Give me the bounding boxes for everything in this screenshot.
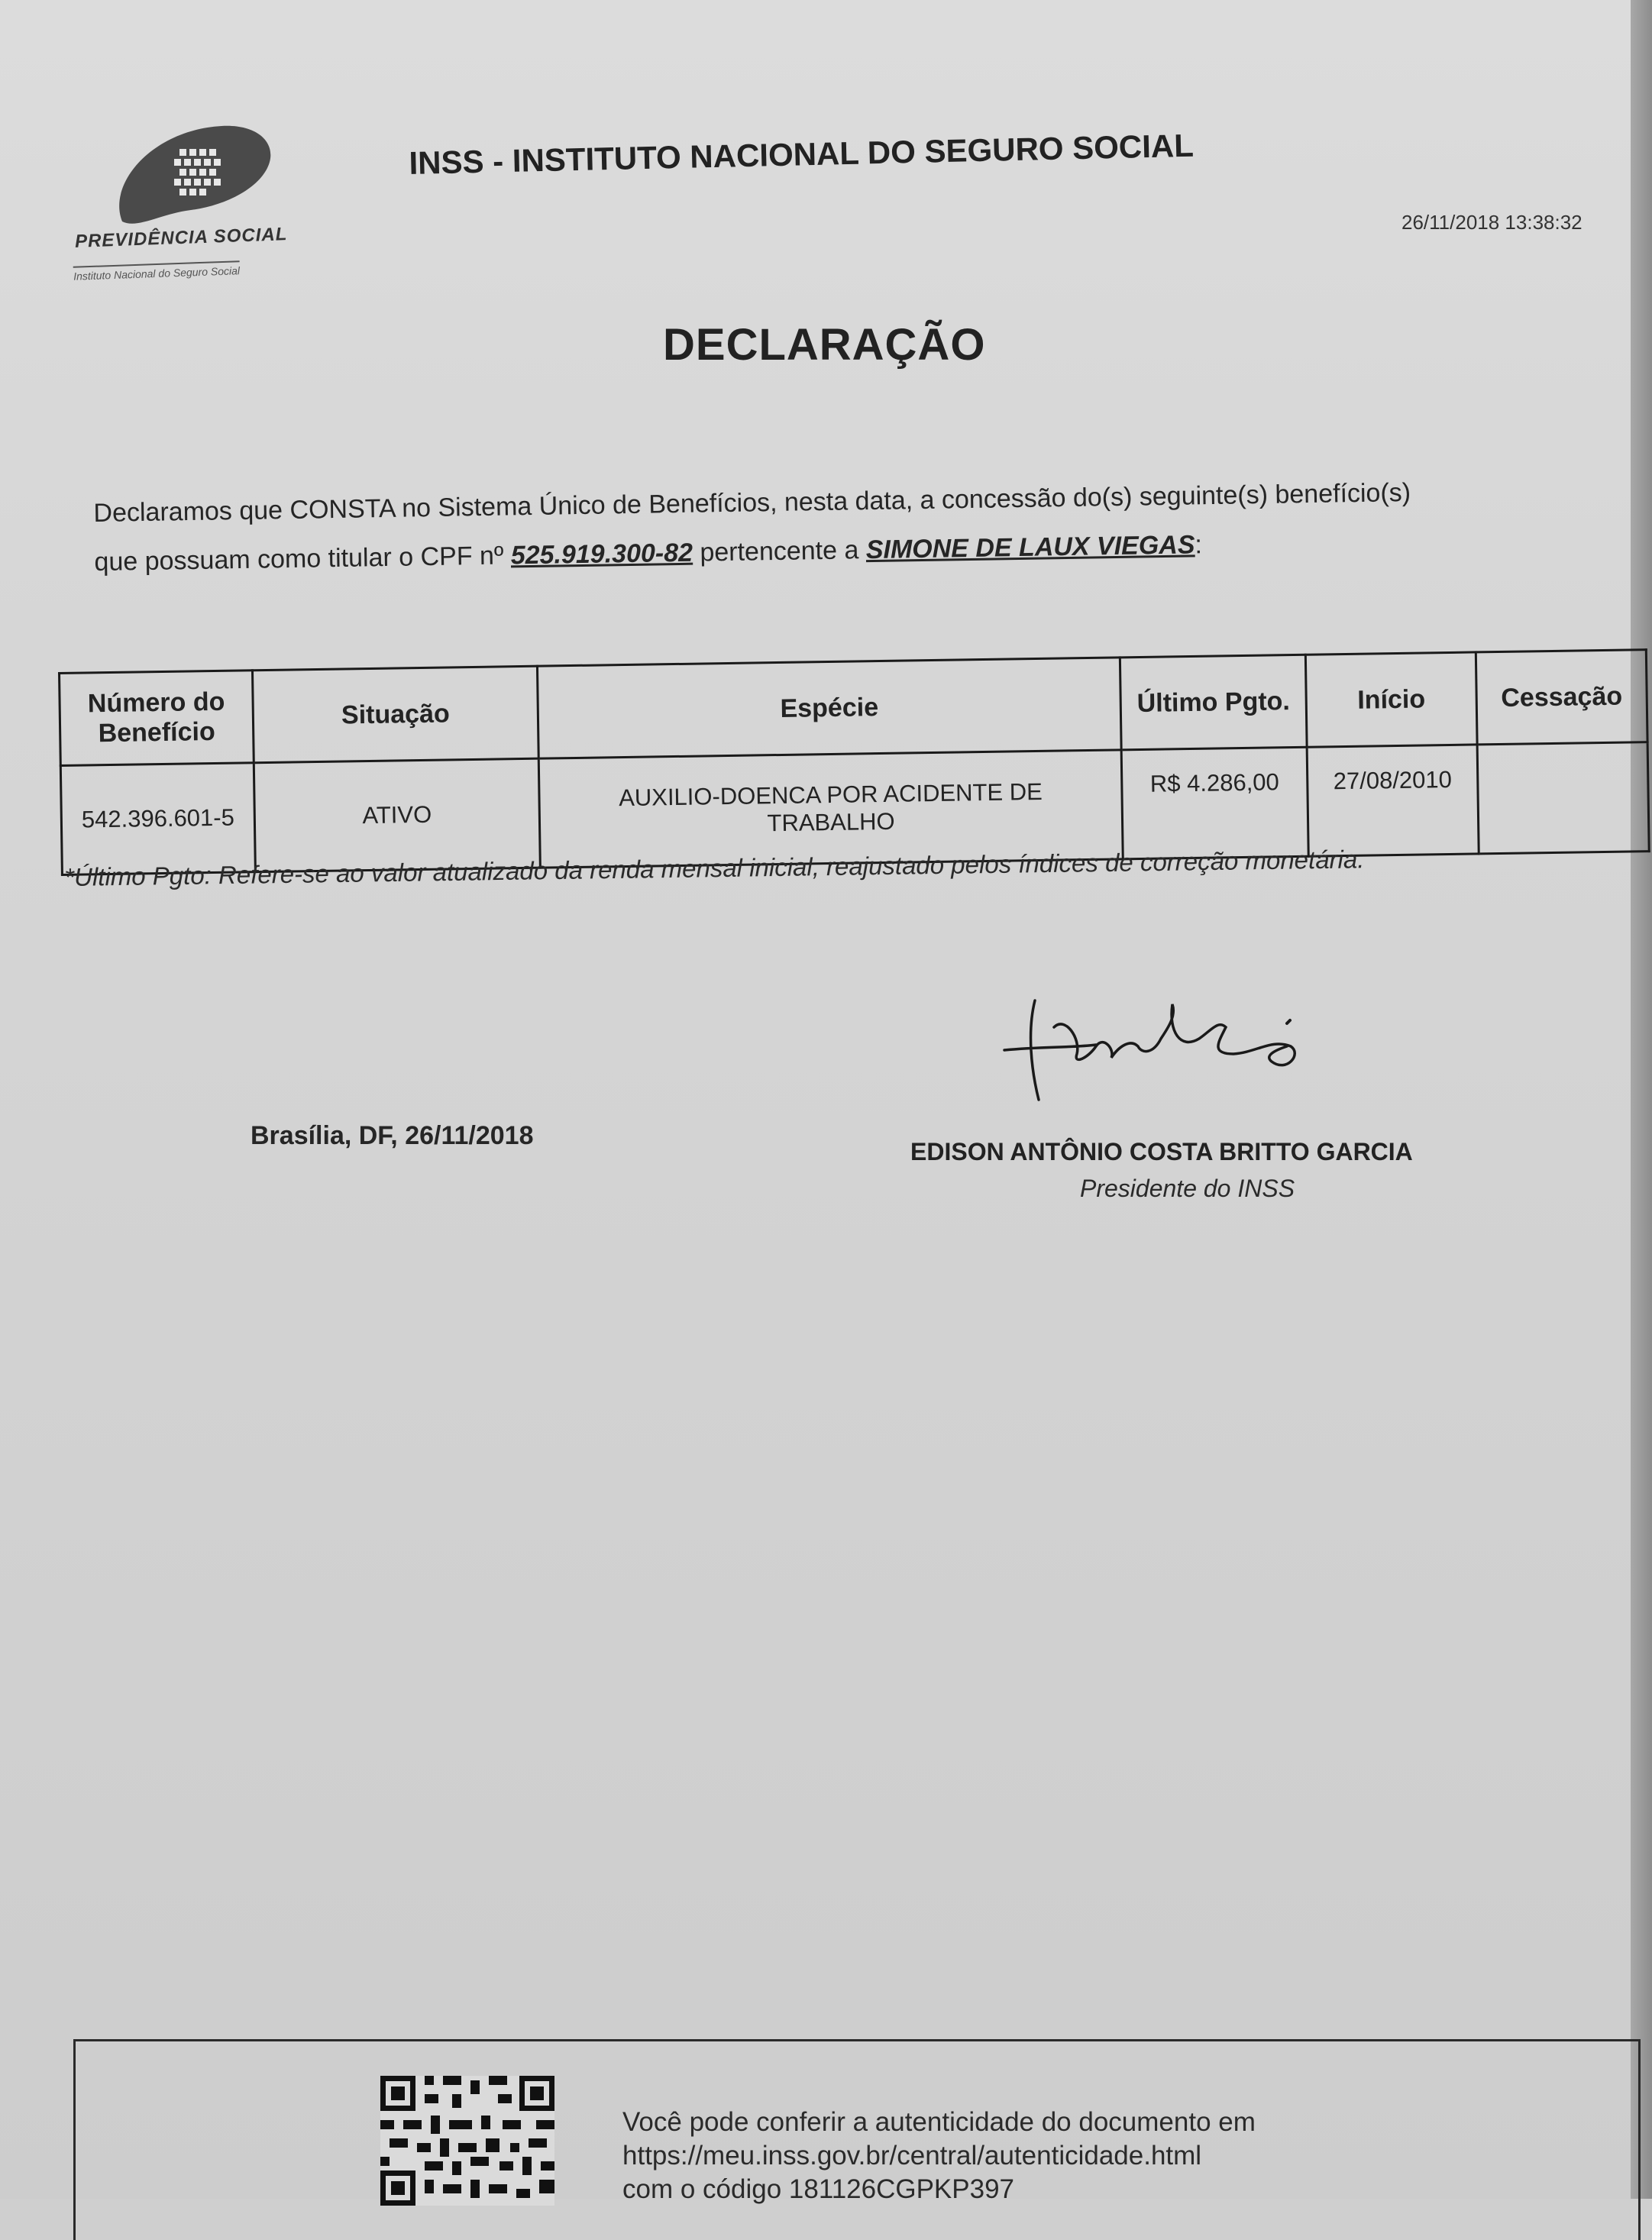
city-date: Brasília, DF, 26/11/2018 — [251, 1121, 534, 1150]
institution-title: INSS - INSTITUTO NACIONAL DO SEGURO SOCIAL — [409, 127, 1195, 181]
cell-situacao: ATIVO — [254, 758, 540, 872]
signer-role: Presidente do INSS — [1080, 1175, 1295, 1202]
verification-code: com o código 181126CGPKP397 — [622, 2174, 1015, 2204]
verification-text — [622, 2106, 1256, 2206]
header-ultimo-pgto: Último Pgto. — [1120, 655, 1307, 750]
header-especie: Espécie — [537, 658, 1121, 758]
declaration-line-1: Declaramos que CONSTA no Sistema Único de Benefícios, nesta data, a concessão do(s) seguinte(s) benefício(s) — [93, 477, 1411, 528]
benefit-table — [58, 648, 1650, 876]
cell-especie: AUXILIO-DOENCA POR ACIDENTE DE TRABALHO — [538, 750, 1123, 868]
verification-url: https://meu.inss.gov.br/central/autenticidade.html — [622, 2141, 1202, 2171]
document-title: DECLARAÇÃO — [663, 320, 986, 370]
footnote: *Último Pgto: Refere-se ao valor atualizado da renda mensal inicial, reajustado pelos índices de correção monetária. — [64, 845, 1365, 891]
cell-cessacao — [1477, 742, 1649, 854]
cell-ultimo-pgto: R$ 4.286,00 — [1121, 747, 1308, 859]
header-situacao: Situação — [252, 666, 538, 763]
page-edge — [1631, 0, 1652, 2199]
signature-icon — [981, 985, 1348, 1130]
header-numero-beneficio: Número do Benefício — [60, 671, 254, 766]
logo-subtitle: Instituto Nacional do Seguro Social — [73, 260, 241, 283]
signer-name: EDISON ANTÔNIO COSTA BRITTO GARCIA — [910, 1138, 1413, 1165]
qr-code-icon — [380, 2076, 554, 2206]
verification-line-1: Você pode conferir a autenticidade do documento em — [622, 2107, 1256, 2137]
declaration-prefix: que possuam como titular o CPF nº — [94, 541, 504, 577]
declaration-suffix: : — [1195, 530, 1203, 560]
previdencia-social-logo — [69, 115, 321, 298]
holder-name: SIMONE DE LAUX VIEGAS — [865, 530, 1195, 565]
header-cessacao: Cessação — [1476, 650, 1647, 745]
issue-timestamp: 26/11/2018 13:38:32 — [1401, 211, 1582, 234]
header-inicio: Início — [1305, 652, 1477, 747]
logo-title: PREVIDÊNCIA SOCIAL — [74, 224, 288, 252]
cell-inicio: 27/08/2010 — [1307, 745, 1479, 856]
cell-numero-beneficio: 542.396.601-5 — [60, 763, 255, 875]
declaration-middle: pertencente a — [700, 535, 859, 567]
cpf-number: 525.919.300-82 — [510, 538, 693, 571]
